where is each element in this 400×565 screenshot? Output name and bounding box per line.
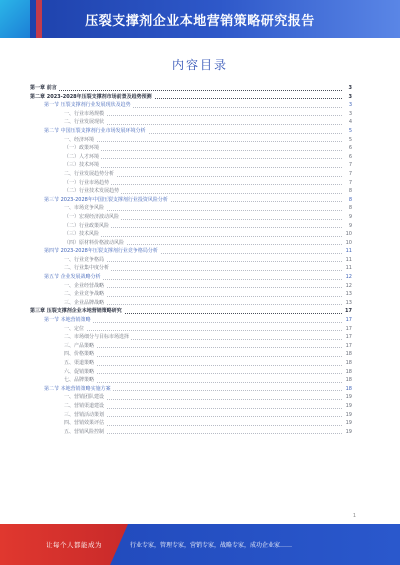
toc-entry[interactable]	[30, 290, 352, 299]
toc-entry[interactable]	[30, 222, 352, 231]
footer-slogan: 让每个人都能成为	[46, 541, 102, 549]
toc-leader-dots	[64, 347, 342, 348]
toc-entry[interactable]	[30, 264, 352, 273]
report-footer	[0, 524, 400, 565]
toc-entry[interactable]	[30, 239, 352, 248]
toc-entry-page: 18	[345, 351, 352, 358]
toc-entry-page: 3	[348, 93, 352, 100]
toc-entry-title: 一、行业市场规模	[64, 110, 105, 117]
report-header	[0, 0, 400, 38]
page-number: 1	[352, 513, 356, 519]
toc-entry-page: 18	[345, 385, 352, 392]
toc-entry-page: 4	[348, 119, 352, 126]
toc-entry[interactable]	[30, 393, 352, 402]
toc-entry-title: （二）行业技术发展趋势	[64, 188, 120, 195]
toc-entry-page: 13	[345, 291, 352, 298]
toc-entry-title: 四、营销效果评估	[64, 420, 105, 427]
toc-entry[interactable]	[30, 84, 352, 93]
toc-entry-title: 一、经济环境	[64, 136, 95, 143]
toc-entry-page: 9	[348, 222, 352, 229]
toc-entry-title: 五、渠道策略	[64, 360, 95, 366]
toc-entry[interactable]	[30, 230, 352, 239]
footer-tagline: 行业专家，管理专家，营销专家，战略专家，成功企业家……	[130, 542, 293, 549]
toc-entry-page: 7	[348, 179, 352, 186]
toc-entry-title: 第一节 本地营销策略	[44, 317, 91, 324]
toc-entry[interactable]	[30, 273, 352, 282]
toc-entry-page: 5	[348, 136, 352, 143]
toc-entry-page: 17	[345, 334, 352, 341]
toc-heading: 内容目录	[171, 58, 228, 72]
toc-entry-title: 四、价格策略	[64, 351, 95, 358]
toc-leader-dots	[64, 373, 342, 374]
toc-entry-title: 第二章 2023-2028年压裂支撑剂市场前景及趋势预测	[30, 93, 152, 100]
toc-entry-page: 19	[345, 420, 352, 427]
toc-entry[interactable]	[30, 136, 352, 145]
toc-entry-page: 11	[345, 256, 352, 263]
toc-entry-title: 五、营销风险控制	[64, 428, 105, 435]
toc-entry-page: 12	[345, 274, 352, 281]
toc-entry-page: 18	[345, 377, 352, 384]
table-of-contents	[30, 84, 352, 436]
toc-entry-page: 18	[345, 360, 352, 366]
toc-entry[interactable]	[30, 368, 352, 377]
toc-entry-title: 第五节 企业发展战略分析	[44, 274, 101, 281]
toc-entry-page: 10	[345, 239, 352, 246]
toc-entry[interactable]	[30, 419, 352, 428]
toc-entry-page: 17	[345, 317, 352, 324]
toc-entry[interactable]	[30, 411, 352, 420]
toc-entry[interactable]	[30, 196, 352, 205]
toc-entry-title: （一）行业市场趋势	[64, 179, 110, 186]
toc-entry[interactable]	[30, 428, 352, 437]
toc-entry-page: 10	[345, 231, 352, 238]
toc-entry[interactable]	[30, 144, 352, 153]
toc-entry-title: （二）人才环境	[64, 153, 100, 160]
toc-entry-page: 6	[348, 145, 352, 152]
toc-entry-page: 19	[345, 402, 352, 409]
toc-entry-page: 6	[348, 153, 352, 160]
toc-entry[interactable]	[30, 307, 352, 316]
toc-entry[interactable]	[30, 127, 352, 136]
toc-entry[interactable]	[30, 385, 352, 394]
toc-entry-title: 第三章 压裂支撑剂企业本地营销策略研究	[30, 308, 122, 315]
toc-entry-title: （一）宏观经济波动风险	[64, 213, 120, 220]
toc-entry-title: 二、行业集中度分析	[64, 265, 110, 272]
toc-entry-title: 一、行业竞争格局	[64, 256, 105, 263]
toc-entry-title: 一、企业经营战略	[64, 282, 105, 289]
toc-entry-title: （三）技术风险	[64, 231, 100, 238]
toc-entry[interactable]	[30, 325, 352, 334]
toc-entry-title: （四）原材料价格波动风险	[64, 239, 125, 246]
toc-leader-dots	[64, 356, 342, 357]
toc-entry-title: 第一节 压裂支撑剂行业发展现状及趋势	[44, 102, 131, 109]
toc-entry-page: 3	[348, 85, 352, 91]
toc-leader-dots	[30, 90, 342, 91]
toc-leader-dots	[64, 167, 342, 168]
toc-entry-page: 8	[348, 188, 352, 195]
toc-entry-title: 三、营销活动策划	[64, 411, 105, 418]
toc-entry-title: 三、企业品牌战略	[64, 299, 105, 306]
toc-entry[interactable]	[30, 213, 352, 222]
toc-entry-page: 3	[348, 110, 352, 117]
toc-entry[interactable]	[30, 118, 352, 127]
toc-entry-page: 8	[348, 196, 352, 203]
toc-entry-page: 17	[345, 308, 352, 315]
toc-entry[interactable]	[30, 170, 352, 179]
toc-entry[interactable]	[30, 153, 352, 162]
toc-entry[interactable]	[30, 110, 352, 119]
toc-entry-page: 13	[345, 299, 352, 306]
toc-entry-title: 二、营销渠道建设	[64, 402, 105, 409]
toc-entry[interactable]	[30, 256, 352, 265]
toc-entry-title: 二、行业发展现状	[64, 119, 105, 126]
toc-leader-dots	[64, 382, 342, 383]
toc-leader-dots	[64, 158, 342, 159]
toc-entry-page: 7	[348, 170, 352, 177]
toc-entry[interactable]	[30, 247, 352, 256]
toc-entry-title: 三、产品策略	[64, 342, 95, 349]
toc-entry-page: 9	[348, 213, 352, 220]
toc-entry-title: 第四节 2023-2028年压裂支撑剂行业竞争格局分析	[44, 248, 158, 255]
toc-entry-page: 11	[345, 265, 352, 272]
toc-entry-title: 二、市场细分与目标市场选择	[64, 334, 130, 341]
toc-entry[interactable]	[30, 282, 352, 291]
toc-entry-title: 一、营销团队建设	[64, 394, 105, 401]
toc-entry[interactable]	[30, 204, 352, 213]
toc-entry-page: 5	[348, 127, 352, 134]
toc-entry-page: 12	[345, 282, 352, 289]
toc-entry-page: 19	[345, 411, 352, 418]
toc-entry[interactable]	[30, 402, 352, 411]
toc-entry[interactable]	[30, 316, 352, 325]
toc-entry-page: 7	[348, 162, 352, 169]
toc-entry-title: 六、促销策略	[64, 368, 95, 375]
toc-entry-page: 19	[345, 428, 352, 435]
toc-entry-page: 18	[345, 368, 352, 375]
toc-entry-page: 19	[345, 394, 352, 401]
report-title: 压裂支撑剂企业本地营销策略研究报告	[85, 14, 315, 29]
toc-entry[interactable]	[30, 187, 352, 196]
toc-entry[interactable]	[30, 161, 352, 170]
toc-entry-title: 第三节 2023-2028年中国压裂支撑剂行业投资风险分析	[44, 196, 168, 203]
toc-entry-title: （一）政策环境	[64, 145, 100, 152]
toc-entry[interactable]	[30, 101, 352, 110]
toc-entry-title: 一、定位	[64, 325, 85, 332]
toc-leader-dots	[64, 330, 342, 331]
toc-entry[interactable]	[30, 299, 352, 308]
toc-leader-dots	[64, 150, 342, 151]
toc-entry-title: 一、市场竞争风险	[64, 205, 105, 212]
toc-entry-title: 第二节 本地营销策略实施方案	[44, 385, 111, 392]
toc-entry[interactable]	[30, 93, 352, 102]
toc-entry-title: 二、企业竞争战略	[64, 291, 105, 298]
toc-entry-page: 17	[345, 342, 352, 349]
toc-entry[interactable]	[30, 359, 352, 368]
toc-leader-dots	[64, 141, 342, 142]
toc-leader-dots	[64, 365, 342, 366]
toc-entry-title: （二）行业政策风险	[64, 222, 110, 229]
toc-entry-page: 11	[345, 248, 352, 255]
toc-entry-title: 二、行业发展趋势分析	[64, 170, 115, 177]
toc-entry[interactable]	[30, 350, 352, 359]
toc-entry-page: 8	[348, 205, 352, 212]
toc-entry-title: 第一章 前言	[30, 85, 57, 91]
toc-entry-page: 17	[345, 325, 352, 332]
toc-entry-title: 第二节 中国压裂支撑剂行业市场发展环境分析	[44, 127, 146, 134]
toc-entry-page: 3	[348, 102, 352, 109]
toc-entry[interactable]	[30, 333, 352, 342]
toc-leader-dots	[64, 236, 342, 237]
toc-entry-title: （三）技术环境	[64, 162, 100, 169]
toc-entry[interactable]	[30, 376, 352, 385]
toc-entry[interactable]	[30, 179, 352, 188]
toc-entry[interactable]	[30, 342, 352, 351]
toc-entry-title: 七、品牌策略	[64, 377, 95, 384]
